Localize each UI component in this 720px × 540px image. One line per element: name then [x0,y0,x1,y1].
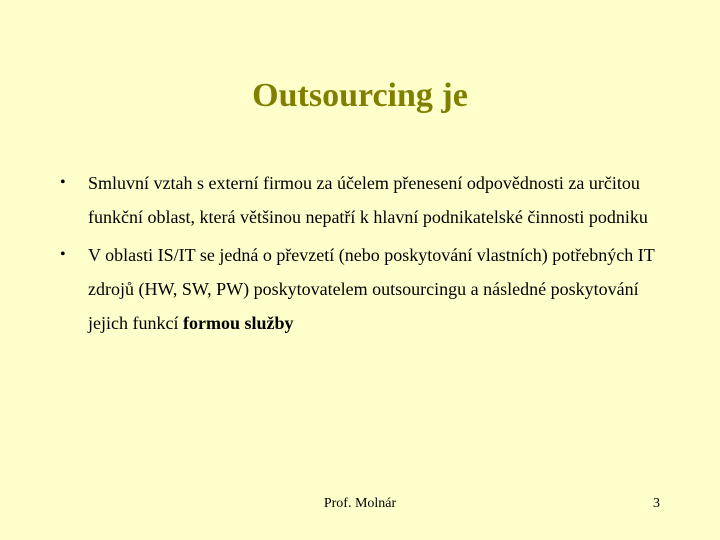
page-number: 3 [653,496,660,511]
bullet-list [58,166,678,344]
bullet-text: Smluvní vztah s externí firmou za účelem přenesení odpovědnosti za určitou funkční oblast, která většinou nepatří k hlavní podnikatelské činnosti podniku [88,173,648,227]
bullet-marker: • [60,174,66,191]
slide-title: Outsourcing je [252,77,468,114]
bullet-item-outsourcing-definition [58,166,678,234]
bullet-emphasis: formou služby [182,313,294,333]
footer-author: Prof. Molnár [323,496,397,511]
bullet-item-is-it [58,238,678,340]
bullet-marker: • [60,246,66,263]
bullet-text: V oblasti IS/IT se jedná o převzetí (nebo poskytování vlastních) potřebných IT zdrojů (HW, SW, PW) poskytovatelem outsourcingu a následné poskytování jejich funkcí [88,245,655,333]
